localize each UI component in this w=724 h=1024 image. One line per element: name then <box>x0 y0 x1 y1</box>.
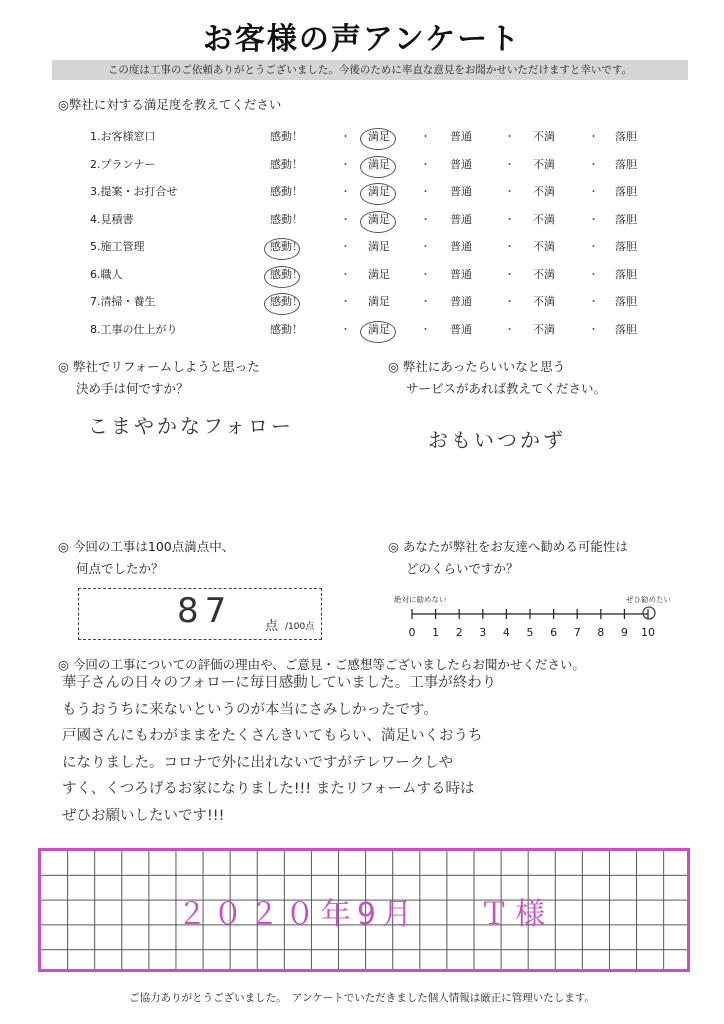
signature-box <box>38 848 690 972</box>
rating-separator: ・ <box>504 185 515 198</box>
rating-option[interactable]: 満足 <box>368 157 390 171</box>
rating-row <box>58 205 658 233</box>
rating-option[interactable]: 不満 <box>533 295 555 308</box>
rating-option[interactable]: 落胆 <box>615 295 637 308</box>
comments-heading: ◎ 今回の工事についての評価の理由や、ご意見・ご感想等ございましたらお聞かせください。 <box>58 657 585 672</box>
footer-note: ご協力ありがとうございました。 アンケートでいただきました個人情報は厳正に管理いたします。 <box>129 992 595 1004</box>
scale-tick-label[interactable]: 9 <box>620 626 628 639</box>
score-heading: ◎ 今回の工事は100点満点中、 何点でしたか？ <box>58 539 235 576</box>
rating-separator: ・ <box>420 240 431 253</box>
selected-circle-mark <box>360 321 396 343</box>
rating-separator: ・ <box>588 295 599 308</box>
rating-option[interactable]: 落胆 <box>615 185 637 198</box>
rating-separator: ・ <box>504 322 515 336</box>
rating-separator: ・ <box>420 185 431 198</box>
rating-option[interactable]: 満足 <box>368 240 390 253</box>
rating-separator: ・ <box>588 267 599 281</box>
comment-line: 華子さんの日々のフォローに毎日感動していました。工事が終わり <box>62 675 497 691</box>
rating-option[interactable]: 普通 <box>450 130 472 143</box>
rating-separator: ・ <box>420 267 431 281</box>
rating-separator: ・ <box>340 267 351 281</box>
rating-separator: ・ <box>420 130 431 143</box>
rating-separator: ・ <box>340 212 351 226</box>
rating-option[interactable]: 感動！ <box>270 157 303 171</box>
scale-tick-label[interactable]: 0 <box>408 626 416 639</box>
rating-option[interactable]: 満足 <box>368 212 390 226</box>
score-value: 87 <box>177 591 233 631</box>
rating-row <box>58 122 658 150</box>
rating-separator: ・ <box>340 130 351 143</box>
rating-row-label: 2.プランナー <box>90 157 156 171</box>
rating-option[interactable]: 感動！ <box>270 240 303 253</box>
rating-option[interactable]: 感動！ <box>270 295 303 308</box>
satisfaction-table <box>58 122 658 342</box>
rating-row <box>58 177 658 205</box>
selected-circle-mark <box>360 183 396 205</box>
rating-row-label: 8.工事の仕上がり <box>90 322 178 336</box>
rating-option[interactable]: 満足 <box>368 295 390 308</box>
selected-circle-mark <box>264 238 300 260</box>
rating-separator: ・ <box>504 212 515 226</box>
intro-banner: この度は工事のご依頼ありがとうございました。今後のために率直な意見をお聞かせいただけますと幸いです。 <box>52 60 688 80</box>
rating-row <box>58 287 658 315</box>
score-box <box>78 588 322 640</box>
rating-separator: ・ <box>504 157 515 171</box>
rating-option[interactable]: 普通 <box>450 157 472 171</box>
reason-heading: ◎ 弊社でリフォームしようと思った 決め手は何ですか？ <box>58 359 260 396</box>
rating-option[interactable]: 感動！ <box>270 185 303 198</box>
comment-line: もうおうちに来ないというのが本当にさみしかったです。 <box>62 701 438 718</box>
rating-option[interactable]: 不満 <box>533 157 555 171</box>
rating-separator: ・ <box>340 185 351 198</box>
rating-option[interactable]: 感動！ <box>270 212 303 226</box>
comment-line: すく、くつろげるお家になりました!!! またリフォームする時は <box>62 781 475 797</box>
rating-option[interactable]: 不満 <box>533 322 555 336</box>
rating-option[interactable]: 落胆 <box>615 322 637 336</box>
scale-tick-label[interactable]: 8 <box>597 626 605 639</box>
rating-separator: ・ <box>340 157 351 171</box>
rating-row-label: 4.見積書 <box>90 212 134 226</box>
rating-option[interactable]: 落胆 <box>615 267 637 281</box>
rating-separator: ・ <box>588 185 599 198</box>
selected-circle-mark <box>264 266 300 288</box>
scale-tick-label[interactable]: 4 <box>502 626 510 639</box>
comment-line: 戸國さんにもわがままをたくさんきいてもらい、満足いくおうち <box>62 728 483 744</box>
rating-separator: ・ <box>420 157 431 171</box>
rating-row <box>58 260 658 288</box>
scale-selected-mark <box>643 607 655 619</box>
reason-answer: こまやかなフォロー <box>88 414 294 438</box>
recommend-heading: ◎ あなたが弊社をお友達へ勧める可能性は どのくらいですか？ <box>388 539 628 576</box>
scale-tick-label[interactable]: 7 <box>573 626 581 639</box>
rating-separator: ・ <box>504 267 515 281</box>
rating-separator: ・ <box>340 240 351 253</box>
rating-option[interactable]: 落胆 <box>615 240 637 253</box>
score-max: /100点 <box>285 622 315 632</box>
rating-option[interactable]: 満足 <box>368 322 390 336</box>
rating-separator: ・ <box>504 130 515 143</box>
rating-row-label: 1.お客様窓口 <box>90 130 156 143</box>
rating-separator: ・ <box>588 212 599 226</box>
rating-option[interactable]: 不満 <box>533 212 555 226</box>
selected-circle-mark <box>264 293 300 315</box>
selected-circle-mark <box>360 211 396 233</box>
rating-option[interactable]: 普通 <box>450 322 472 336</box>
services-answer: おもいつかず <box>428 428 566 452</box>
rating-separator: ・ <box>340 322 351 336</box>
rating-option[interactable]: 不満 <box>533 267 555 281</box>
rating-separator: ・ <box>420 322 431 336</box>
rating-option[interactable]: 感動！ <box>270 322 303 336</box>
rating-option[interactable]: 感動！ <box>270 267 303 281</box>
rating-option[interactable]: 落胆 <box>615 212 637 226</box>
rating-option[interactable]: 普通 <box>450 185 472 198</box>
recommend-scale <box>396 600 676 646</box>
rating-separator: ・ <box>420 295 431 308</box>
scale-tick-label[interactable]: 2 <box>455 626 463 639</box>
rating-option[interactable]: 普通 <box>450 240 472 253</box>
selected-circle-mark <box>360 156 396 178</box>
survey-title: お客様の声アンケート <box>202 22 522 57</box>
rating-separator: ・ <box>420 212 431 226</box>
comment-line: になりました。コロナで外に出れないですがテレワークしや <box>62 754 454 771</box>
rating-row-label: 5.施工管理 <box>90 240 145 253</box>
rating-option[interactable]: 普通 <box>450 212 472 226</box>
rating-row <box>58 315 658 343</box>
rating-row <box>58 150 658 178</box>
signature-text <box>41 889 687 933</box>
comment-lines <box>62 670 692 829</box>
scale-low-label: 絶対に勧めない <box>394 595 447 604</box>
scale-tick-label[interactable]: 6 <box>550 626 558 639</box>
rating-separator: ・ <box>504 240 515 253</box>
rating-option[interactable]: 満足 <box>368 185 390 198</box>
rating-option[interactable]: 不満 <box>533 185 555 198</box>
rating-separator: ・ <box>588 322 599 336</box>
rating-separator: ・ <box>588 130 599 143</box>
rating-row-label: 6.職人 <box>90 267 123 281</box>
rating-option[interactable]: 落胆 <box>615 157 637 171</box>
selected-circle-mark <box>360 128 396 150</box>
rating-separator: ・ <box>588 240 599 253</box>
satisfaction-heading: ◎弊社に対する満足度を教えてください <box>58 97 282 112</box>
rating-option[interactable]: 感動！ <box>270 130 303 143</box>
signature-date: ２０２０年9月 <box>176 897 418 932</box>
rating-option[interactable]: 満足 <box>368 267 390 281</box>
rating-option[interactable]: 不満 <box>533 240 555 253</box>
scale-high-label: ぜひ勧めたい <box>626 595 671 604</box>
rating-separator: ・ <box>340 295 351 308</box>
scale-tick-label[interactable]: 3 <box>479 626 487 639</box>
score-unit: 点 <box>265 619 279 634</box>
rating-option[interactable]: 落胆 <box>615 130 637 143</box>
comment-line: ぜひお願いしたいです!!! <box>62 807 225 824</box>
services-heading: ◎ 弊社にあったらいいなと思う サービスがあれば教えてください。 <box>388 359 607 396</box>
scale-tick-label[interactable]: 10 <box>641 626 655 639</box>
rating-option[interactable]: 普通 <box>450 267 472 281</box>
signature-name: Ｔ様 <box>479 897 552 932</box>
scale-tick-label[interactable]: 1 <box>432 626 440 639</box>
rating-row-label: 7.清掃・養生 <box>90 295 156 308</box>
rating-option[interactable]: 普通 <box>450 295 472 308</box>
rating-option[interactable]: 満足 <box>368 130 390 143</box>
rating-separator: ・ <box>588 157 599 171</box>
rating-option[interactable]: 不満 <box>533 130 555 143</box>
rating-row-label: 3.提案・お打合せ <box>90 185 178 198</box>
rating-separator: ・ <box>504 295 515 308</box>
rating-row <box>58 232 658 260</box>
scale-tick-label[interactable]: 5 <box>526 626 534 639</box>
